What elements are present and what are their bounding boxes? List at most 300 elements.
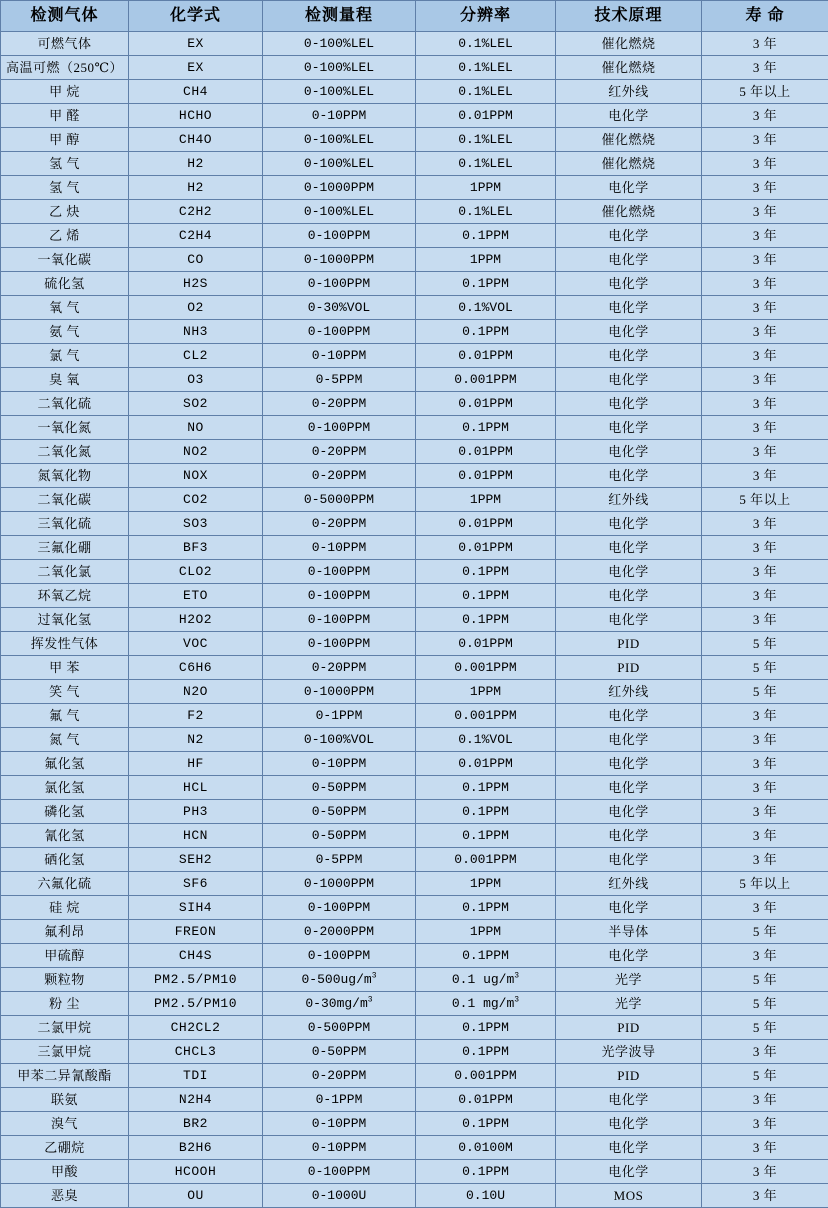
cell-resolution: 0.01PPM: [416, 1088, 556, 1112]
cell-technology: 电化学: [556, 800, 702, 824]
table-row: [1, 176, 828, 200]
cell-lifetime: 3 年: [702, 1136, 828, 1160]
cell-lifetime: 3 年: [702, 464, 828, 488]
cell-gas: 二氧化氮: [1, 440, 129, 464]
cell-gas: 氰化氢: [1, 824, 129, 848]
cell-resolution: 1PPM: [416, 872, 556, 896]
cell-lifetime: 5 年以上: [702, 872, 828, 896]
column-header-formula: 化学式: [129, 1, 263, 32]
cell-technology: 电化学: [556, 584, 702, 608]
table-row: [1, 584, 828, 608]
cell-resolution: 0.1PPM: [416, 1016, 556, 1040]
cell-range: 0-100PPM: [263, 272, 416, 296]
table-row: [1, 32, 828, 56]
cell-lifetime: 3 年: [702, 56, 828, 80]
cell-lifetime: 3 年: [702, 1184, 828, 1208]
cell-gas: 甲硫醇: [1, 944, 129, 968]
cell-technology: 光学: [556, 968, 702, 992]
cell-resolution: 0.1PPM: [416, 584, 556, 608]
cell-lifetime: 3 年: [702, 272, 828, 296]
cell-technology: 催化燃烧: [556, 56, 702, 80]
cell-range: 0-10PPM: [263, 1136, 416, 1160]
cell-gas: 乙 烯: [1, 224, 129, 248]
cell-gas: 三氟化硼: [1, 536, 129, 560]
cell-formula: H2O2: [129, 608, 263, 632]
cell-gas: 甲 醇: [1, 128, 129, 152]
cell-resolution: 0.1%LEL: [416, 56, 556, 80]
cell-gas: 甲 醛: [1, 104, 129, 128]
cell-formula: ETO: [129, 584, 263, 608]
cell-gas: 笑 气: [1, 680, 129, 704]
cell-lifetime: 5 年以上: [702, 80, 828, 104]
table-row: [1, 728, 828, 752]
cell-resolution: 0.1PPM: [416, 800, 556, 824]
cell-range: 0-1PPM: [263, 1088, 416, 1112]
cell-resolution: 1PPM: [416, 680, 556, 704]
table-row: [1, 128, 828, 152]
cell-formula: SF6: [129, 872, 263, 896]
cell-range: 0-10PPM: [263, 344, 416, 368]
cell-technology: 红外线: [556, 680, 702, 704]
cell-formula: N2O: [129, 680, 263, 704]
cell-formula: CL2: [129, 344, 263, 368]
cell-technology: 催化燃烧: [556, 152, 702, 176]
table-row: [1, 1184, 828, 1208]
cell-gas: 一氧化碳: [1, 248, 129, 272]
table-header: [1, 1, 828, 32]
cell-gas: 二氯甲烷: [1, 1016, 129, 1040]
cell-lifetime: 3 年: [702, 896, 828, 920]
cell-resolution: 0.001PPM: [416, 848, 556, 872]
cell-resolution: 0.10U: [416, 1184, 556, 1208]
table-row: [1, 920, 828, 944]
cell-lifetime: 3 年: [702, 800, 828, 824]
cell-range: 0-5000PPM: [263, 488, 416, 512]
cell-technology: 电化学: [556, 1112, 702, 1136]
cell-resolution: 0.1PPM: [416, 776, 556, 800]
cell-formula: SIH4: [129, 896, 263, 920]
cell-resolution: 0.01PPM: [416, 512, 556, 536]
cell-technology: 半导体: [556, 920, 702, 944]
cell-lifetime: 3 年: [702, 944, 828, 968]
cell-gas: 磷化氢: [1, 800, 129, 824]
cell-lifetime: 3 年: [702, 152, 828, 176]
cell-lifetime: 3 年: [702, 248, 828, 272]
cell-formula: EX: [129, 32, 263, 56]
cell-gas: 联氨: [1, 1088, 129, 1112]
cell-lifetime: 3 年: [702, 200, 828, 224]
cell-gas: 氨 气: [1, 320, 129, 344]
table-row: [1, 1064, 828, 1088]
table-row: [1, 464, 828, 488]
cell-technology: PID: [556, 1016, 702, 1040]
cell-resolution: 0.001PPM: [416, 1064, 556, 1088]
cell-lifetime: 3 年: [702, 752, 828, 776]
table-row: [1, 344, 828, 368]
cell-formula: CH2CL2: [129, 1016, 263, 1040]
table-row: [1, 56, 828, 80]
cell-technology: 电化学: [556, 416, 702, 440]
cell-range: 0-10PPM: [263, 752, 416, 776]
cell-technology: 电化学: [556, 1160, 702, 1184]
table-row: [1, 320, 828, 344]
cell-lifetime: 5 年: [702, 656, 828, 680]
cell-formula: CH4O: [129, 128, 263, 152]
cell-resolution: 0.1%VOL: [416, 296, 556, 320]
cell-resolution: 0.1PPM: [416, 824, 556, 848]
table-row: [1, 704, 828, 728]
cell-resolution: 0.1PPM: [416, 416, 556, 440]
cell-gas: 乙硼烷: [1, 1136, 129, 1160]
cell-lifetime: 3 年: [702, 704, 828, 728]
cell-range: 0-10PPM: [263, 536, 416, 560]
cell-resolution: 0.01PPM: [416, 752, 556, 776]
cell-formula: C6H6: [129, 656, 263, 680]
cell-technology: 催化燃烧: [556, 128, 702, 152]
cell-formula: CH4S: [129, 944, 263, 968]
cell-resolution: 0.1PPM: [416, 1112, 556, 1136]
table-row: [1, 776, 828, 800]
cell-gas: 溴气: [1, 1112, 129, 1136]
cell-lifetime: 5 年: [702, 632, 828, 656]
table-row: [1, 752, 828, 776]
cell-formula: SO3: [129, 512, 263, 536]
cell-resolution: 0.1 $mg/m^3$: [416, 992, 556, 1016]
table-row: [1, 944, 828, 968]
cell-gas: 硫化氢: [1, 272, 129, 296]
cell-lifetime: 3 年: [702, 848, 828, 872]
cell-range: 0-100%LEL: [263, 80, 416, 104]
cell-gas: 过氧化氢: [1, 608, 129, 632]
cell-formula: B2H6: [129, 1136, 263, 1160]
cell-gas: 氯化氢: [1, 776, 129, 800]
cell-lifetime: 5 年: [702, 920, 828, 944]
cell-technology: 电化学: [556, 272, 702, 296]
cell-formula: N2H4: [129, 1088, 263, 1112]
table-row: [1, 248, 828, 272]
table-row: [1, 488, 828, 512]
cell-range: 0-50PPM: [263, 1040, 416, 1064]
table-row: [1, 1112, 828, 1136]
cell-range: 0-100PPM: [263, 896, 416, 920]
column-header-technology: 技术原理: [556, 1, 702, 32]
cell-gas: 二氧化硫: [1, 392, 129, 416]
cell-technology: 电化学: [556, 704, 702, 728]
cell-formula: O3: [129, 368, 263, 392]
cell-resolution: 1PPM: [416, 488, 556, 512]
column-header-resolution: 分辨率: [416, 1, 556, 32]
cell-range: 0-2000PPM: [263, 920, 416, 944]
cell-lifetime: 5 年: [702, 968, 828, 992]
cell-gas: 恶臭: [1, 1184, 129, 1208]
cell-lifetime: 3 年: [702, 1088, 828, 1112]
cell-technology: 电化学: [556, 776, 702, 800]
cell-formula: HCOOH: [129, 1160, 263, 1184]
cell-lifetime: 3 年: [702, 368, 828, 392]
cell-gas: 甲 烷: [1, 80, 129, 104]
cell-gas: 粉 尘: [1, 992, 129, 1016]
cell-resolution: 0.1 $ug/m^3$: [416, 968, 556, 992]
cell-gas: 氟化氢: [1, 752, 129, 776]
table-row: [1, 272, 828, 296]
cell-range: 0-5PPM: [263, 848, 416, 872]
cell-gas: 甲酸: [1, 1160, 129, 1184]
cell-resolution: 0.1%VOL: [416, 728, 556, 752]
table-row: [1, 296, 828, 320]
table-row: [1, 632, 828, 656]
table-row: [1, 800, 828, 824]
cell-technology: 红外线: [556, 872, 702, 896]
cell-resolution: 0.1PPM: [416, 320, 556, 344]
table-row: [1, 560, 828, 584]
cell-gas: 氢 气: [1, 152, 129, 176]
cell-range: $0-30mg/m^3$: [263, 992, 416, 1016]
cell-gas: 甲 苯: [1, 656, 129, 680]
cell-technology: 电化学: [556, 464, 702, 488]
cell-resolution: 0.01PPM: [416, 464, 556, 488]
cell-resolution: 0.1PPM: [416, 1160, 556, 1184]
cell-formula: H2: [129, 176, 263, 200]
cell-range: 0-10PPM: [263, 1112, 416, 1136]
table-row: [1, 80, 828, 104]
cell-range: 0-100%LEL: [263, 56, 416, 80]
cell-lifetime: 3 年: [702, 392, 828, 416]
cell-range: 0-100PPM: [263, 944, 416, 968]
cell-resolution: 0.01PPM: [416, 536, 556, 560]
cell-technology: 电化学: [556, 248, 702, 272]
cell-range: 0-100PPM: [263, 584, 416, 608]
cell-resolution: 0.0100M: [416, 1136, 556, 1160]
cell-gas: 高温可燃（250℃）: [1, 56, 129, 80]
cell-range: 0-1000PPM: [263, 680, 416, 704]
cell-technology: 催化燃烧: [556, 200, 702, 224]
cell-resolution: 0.1PPM: [416, 224, 556, 248]
cell-formula: C2H4: [129, 224, 263, 248]
cell-resolution: 0.1PPM: [416, 896, 556, 920]
cell-lifetime: 3 年: [702, 512, 828, 536]
cell-technology: 红外线: [556, 80, 702, 104]
cell-gas: 氢 气: [1, 176, 129, 200]
cell-resolution: 0.001PPM: [416, 368, 556, 392]
cell-formula: F2: [129, 704, 263, 728]
cell-resolution: 0.01PPM: [416, 632, 556, 656]
cell-range: 0-100PPM: [263, 416, 416, 440]
table-row: [1, 656, 828, 680]
cell-resolution: 0.1PPM: [416, 560, 556, 584]
column-header-lifetime: 寿 命: [702, 1, 828, 32]
cell-gas: 硅 烷: [1, 896, 129, 920]
cell-lifetime: 5 年: [702, 680, 828, 704]
cell-technology: PID: [556, 632, 702, 656]
cell-range: $0-500ug/m^3$: [263, 968, 416, 992]
cell-formula: VOC: [129, 632, 263, 656]
cell-formula: BR2: [129, 1112, 263, 1136]
cell-range: 0-100%LEL: [263, 200, 416, 224]
cell-range: 0-100%LEL: [263, 128, 416, 152]
cell-lifetime: 3 年: [702, 296, 828, 320]
cell-resolution: 1PPM: [416, 920, 556, 944]
cell-gas: 乙 炔: [1, 200, 129, 224]
cell-gas: 氮氧化物: [1, 464, 129, 488]
cell-technology: 电化学: [556, 344, 702, 368]
cell-lifetime: 5 年以上: [702, 488, 828, 512]
cell-gas: 可燃气体: [1, 32, 129, 56]
column-header-range: 检测量程: [263, 1, 416, 32]
cell-range: 0-20PPM: [263, 392, 416, 416]
table-row: [1, 1016, 828, 1040]
cell-range: 0-20PPM: [263, 464, 416, 488]
cell-formula: FREON: [129, 920, 263, 944]
cell-resolution: 0.1%LEL: [416, 152, 556, 176]
cell-gas: 三氯甲烷: [1, 1040, 129, 1064]
cell-formula: H2S: [129, 272, 263, 296]
cell-lifetime: 3 年: [702, 104, 828, 128]
table-row: [1, 152, 828, 176]
table-row: [1, 680, 828, 704]
cell-technology: PID: [556, 1064, 702, 1088]
cell-formula: CO: [129, 248, 263, 272]
cell-resolution: 0.1PPM: [416, 608, 556, 632]
cell-formula: PH3: [129, 800, 263, 824]
cell-gas: 六氟化硫: [1, 872, 129, 896]
table-row: [1, 224, 828, 248]
cell-resolution: 0.1%LEL: [416, 80, 556, 104]
cell-formula: PM2.5/PM10: [129, 992, 263, 1016]
cell-gas: 甲苯二异氰酸酯: [1, 1064, 129, 1088]
table-row: [1, 992, 828, 1016]
cell-range: 0-100%LEL: [263, 32, 416, 56]
cell-lifetime: 3 年: [702, 440, 828, 464]
cell-range: 0-100%LEL: [263, 152, 416, 176]
cell-technology: 电化学: [556, 896, 702, 920]
cell-lifetime: 3 年: [702, 128, 828, 152]
cell-range: 0-5PPM: [263, 368, 416, 392]
cell-range: 0-10PPM: [263, 104, 416, 128]
cell-formula: O2: [129, 296, 263, 320]
table-row: [1, 392, 828, 416]
cell-formula: HCN: [129, 824, 263, 848]
cell-range: 0-100PPM: [263, 320, 416, 344]
cell-technology: 电化学: [556, 1136, 702, 1160]
cell-formula: TDI: [129, 1064, 263, 1088]
table-row: [1, 1088, 828, 1112]
cell-gas: 臭 氧: [1, 368, 129, 392]
cell-gas: 氟 气: [1, 704, 129, 728]
cell-lifetime: 3 年: [702, 776, 828, 800]
cell-lifetime: 3 年: [702, 176, 828, 200]
cell-resolution: 0.001PPM: [416, 656, 556, 680]
cell-technology: 电化学: [556, 512, 702, 536]
cell-gas: 环氧乙烷: [1, 584, 129, 608]
cell-lifetime: 5 年: [702, 1064, 828, 1088]
cell-technology: PID: [556, 656, 702, 680]
cell-resolution: 1PPM: [416, 248, 556, 272]
cell-gas: 一氧化氮: [1, 416, 129, 440]
cell-range: 0-1000PPM: [263, 248, 416, 272]
cell-technology: 催化燃烧: [556, 32, 702, 56]
cell-lifetime: 3 年: [702, 1112, 828, 1136]
cell-resolution: 0.1%LEL: [416, 128, 556, 152]
cell-formula: CLO2: [129, 560, 263, 584]
cell-technology: 电化学: [556, 176, 702, 200]
cell-lifetime: 3 年: [702, 344, 828, 368]
cell-lifetime: 3 年: [702, 824, 828, 848]
table-row: [1, 1136, 828, 1160]
cell-resolution: 0.01PPM: [416, 392, 556, 416]
cell-technology: 电化学: [556, 320, 702, 344]
cell-resolution: 0.1%LEL: [416, 200, 556, 224]
column-header-gas: 检测气体: [1, 1, 129, 32]
cell-technology: 电化学: [556, 440, 702, 464]
cell-technology: 光学波导: [556, 1040, 702, 1064]
table-row: [1, 848, 828, 872]
cell-resolution: 0.001PPM: [416, 704, 556, 728]
cell-technology: 电化学: [556, 728, 702, 752]
cell-resolution: 1PPM: [416, 176, 556, 200]
cell-gas: 三氧化硫: [1, 512, 129, 536]
cell-range: 0-20PPM: [263, 656, 416, 680]
cell-range: 0-50PPM: [263, 824, 416, 848]
cell-formula: HCL: [129, 776, 263, 800]
table-row: [1, 872, 828, 896]
cell-range: 0-100PPM: [263, 632, 416, 656]
cell-technology: MOS: [556, 1184, 702, 1208]
table-row: [1, 896, 828, 920]
cell-technology: 电化学: [556, 752, 702, 776]
table-row: [1, 416, 828, 440]
table-row: [1, 968, 828, 992]
cell-formula: SEH2: [129, 848, 263, 872]
cell-formula: HF: [129, 752, 263, 776]
cell-formula: SO2: [129, 392, 263, 416]
cell-technology: 电化学: [556, 944, 702, 968]
cell-range: 0-1000PPM: [263, 872, 416, 896]
cell-technology: 电化学: [556, 104, 702, 128]
cell-formula: CO2: [129, 488, 263, 512]
cell-technology: 红外线: [556, 488, 702, 512]
table-body: [1, 32, 828, 1208]
cell-formula: OU: [129, 1184, 263, 1208]
cell-formula: NO2: [129, 440, 263, 464]
table-header-row: [1, 1, 828, 32]
cell-resolution: 0.01PPM: [416, 344, 556, 368]
cell-resolution: 0.1%LEL: [416, 32, 556, 56]
cell-lifetime: 3 年: [702, 224, 828, 248]
cell-lifetime: 3 年: [702, 536, 828, 560]
table-row: [1, 1040, 828, 1064]
cell-technology: 电化学: [556, 824, 702, 848]
cell-gas: 硒化氢: [1, 848, 129, 872]
cell-gas: 氧 气: [1, 296, 129, 320]
cell-range: 0-500PPM: [263, 1016, 416, 1040]
cell-range: 0-100PPM: [263, 224, 416, 248]
cell-formula: N2: [129, 728, 263, 752]
cell-lifetime: 3 年: [702, 320, 828, 344]
cell-gas: 二氧化碳: [1, 488, 129, 512]
cell-range: 0-100PPM: [263, 608, 416, 632]
cell-technology: 光学: [556, 992, 702, 1016]
cell-range: 0-100%VOL: [263, 728, 416, 752]
cell-resolution: 0.1PPM: [416, 272, 556, 296]
cell-resolution: 0.01PPM: [416, 104, 556, 128]
cell-technology: 电化学: [556, 608, 702, 632]
cell-formula: EX: [129, 56, 263, 80]
cell-range: 0-20PPM: [263, 440, 416, 464]
cell-formula: NH3: [129, 320, 263, 344]
cell-lifetime: 3 年: [702, 584, 828, 608]
table-row: [1, 440, 828, 464]
table-row: [1, 536, 828, 560]
